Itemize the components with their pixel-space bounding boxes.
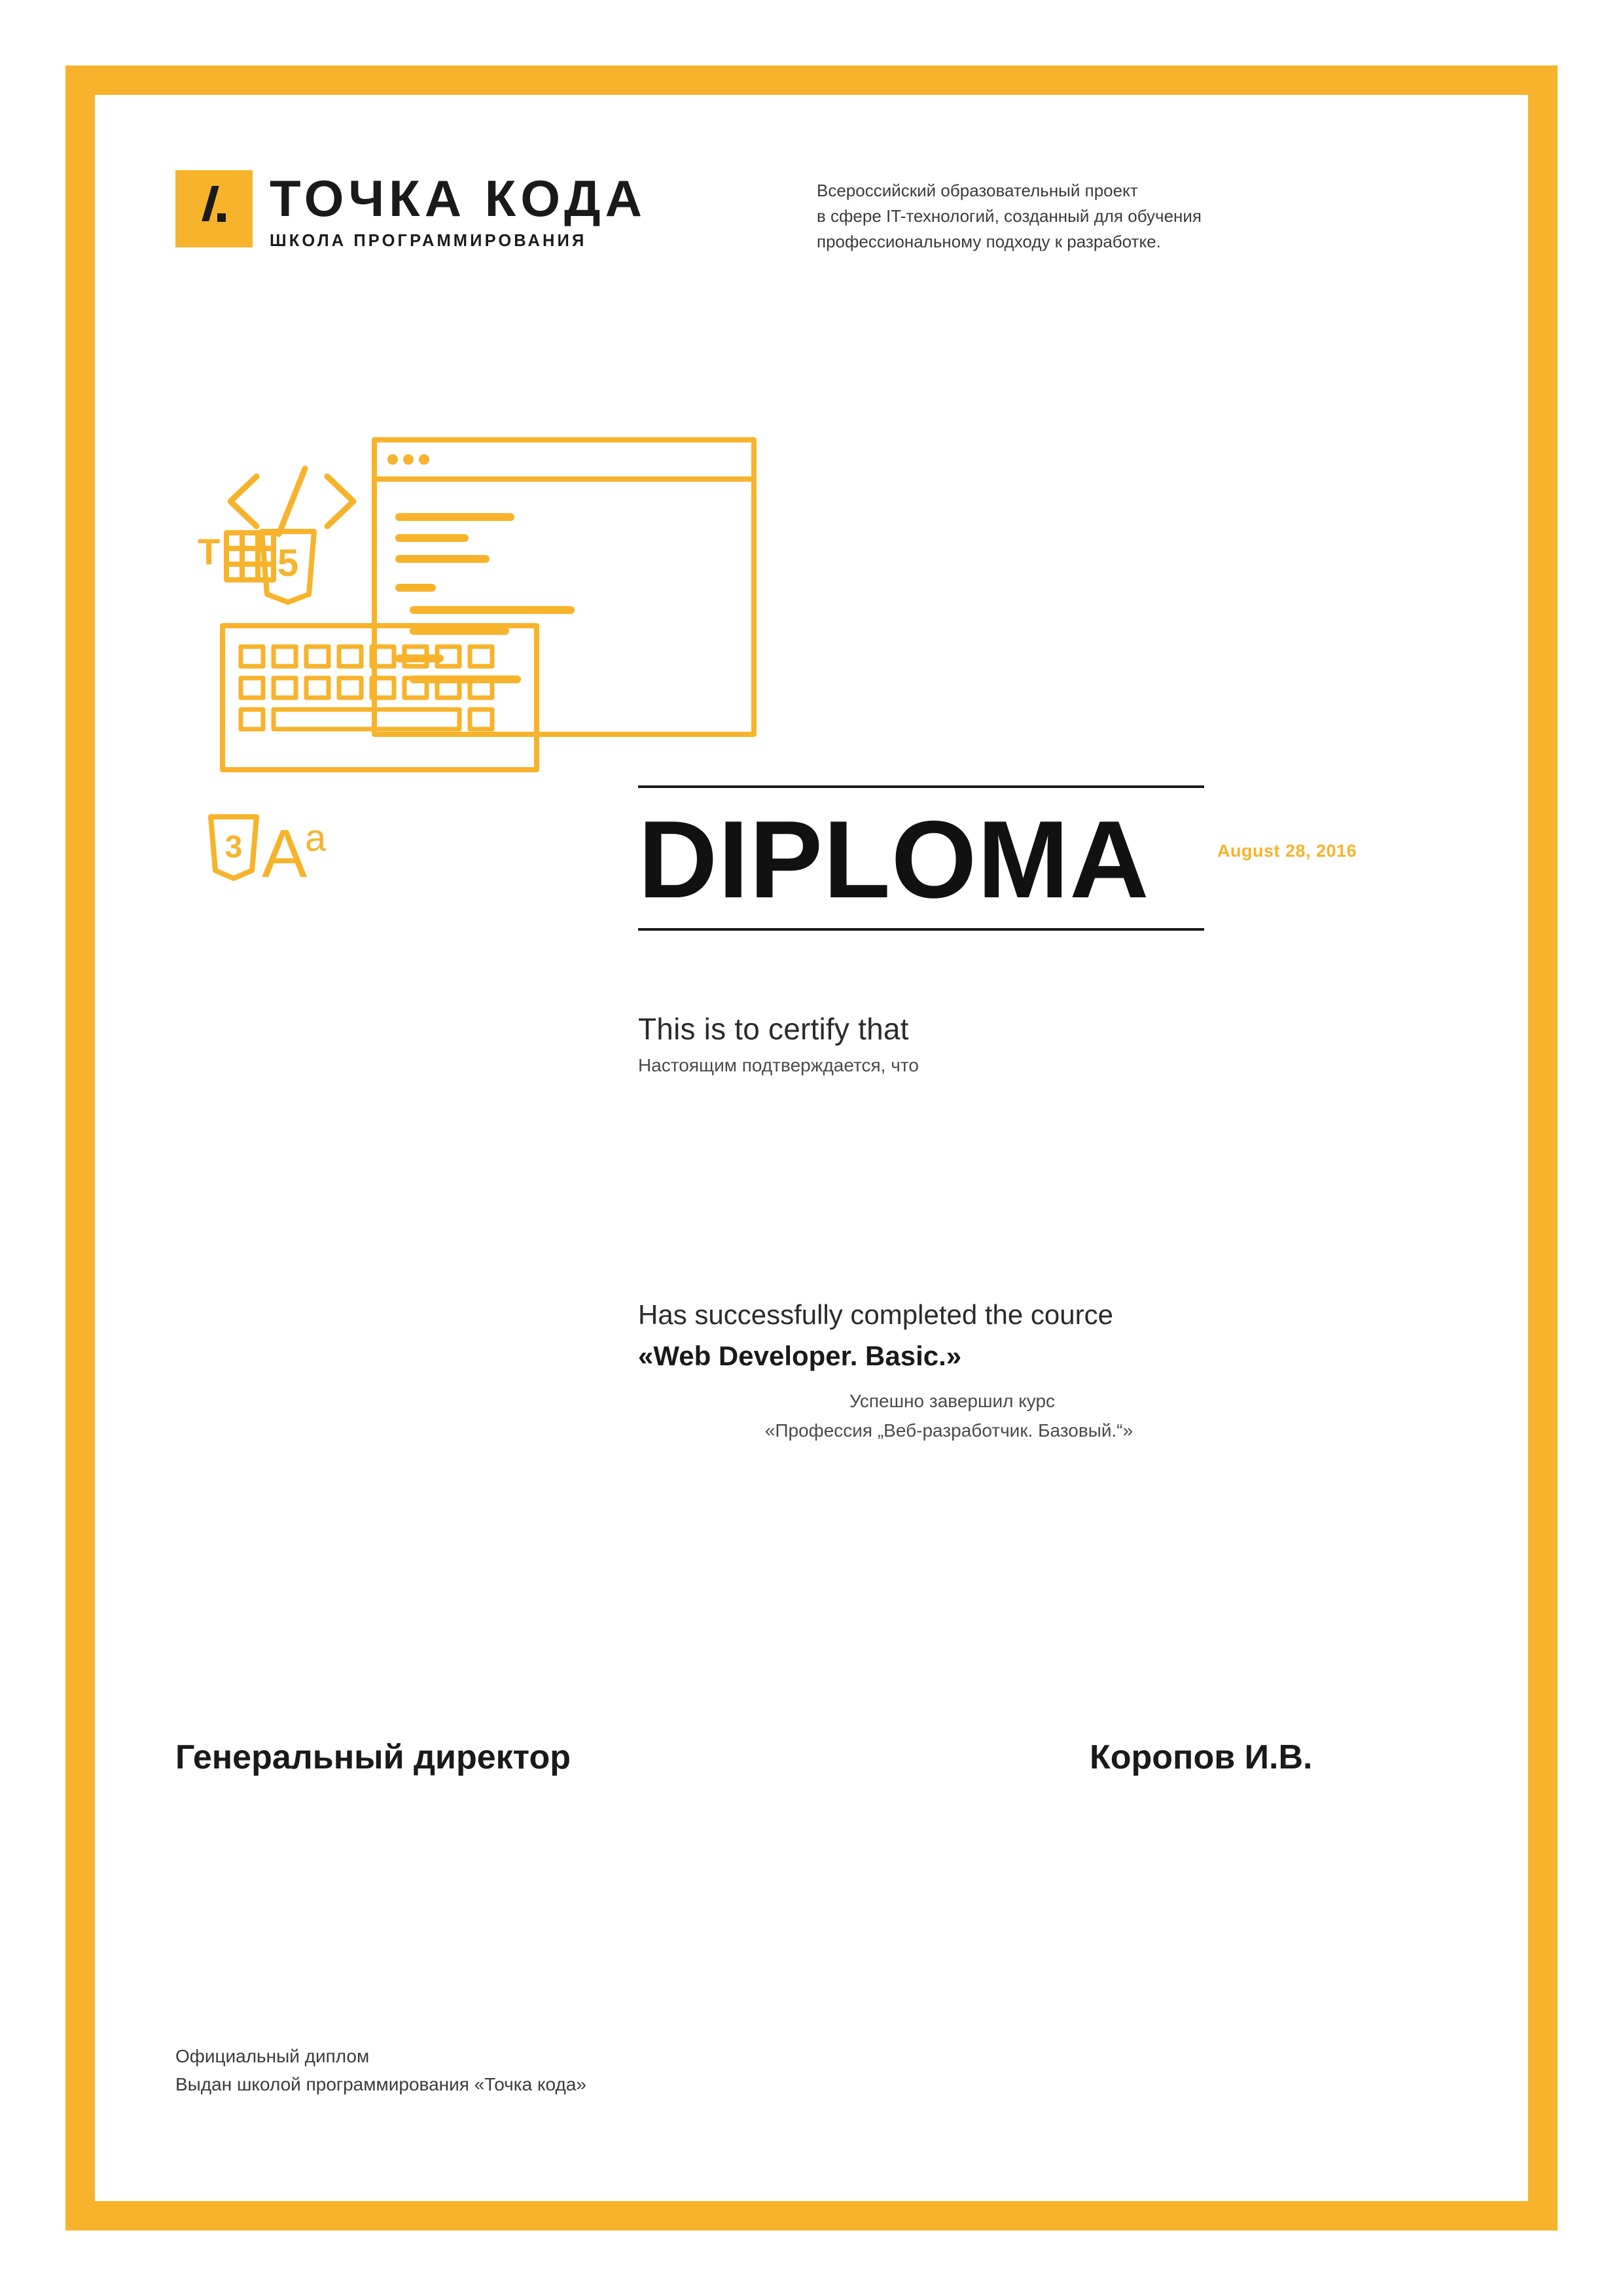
slash-dot-logo-icon [175,170,253,247]
brand-text [270,169,647,251]
svg-text:3: 3 [224,830,243,865]
page-title: DIPLOMA [638,798,1150,921]
illustration [183,419,890,1047]
diploma-title-block [638,785,1234,931]
footer-line-2: Выдан школой программирования «Точка кода» [175,2074,586,2095]
brand-subtitle: ШКОЛА ПРОГРАММИРОВАНИЯ [270,232,587,250]
signature-name: Коропов И.В. [1090,1738,1313,1776]
course-name-ru: «Профессия „Веб-разработчик. Базовый.“» [764,1420,1133,1441]
header-description-line-3: профессиональному подходу к разработке. [817,232,1161,251]
course-name-en: «Web Developer. Basic.» [638,1340,962,1371]
brand [175,169,647,251]
svg-text:5: 5 [277,542,299,584]
issue-date: August 28, 2016 [1217,841,1357,861]
certify-text-ru: Настоящим подтверждается, что [638,1055,919,1075]
title-rule-top [638,785,1204,788]
header-description-line-2: в сфере IT-технологий, созданный для обучения [817,206,1202,226]
svg-text:A: A [262,816,308,892]
svg-text:a: a [305,817,327,859]
completed-text-ru: Успешно завершил курс [849,1391,1056,1411]
certify-text-en: This is to certify that [638,1012,909,1046]
title-rule-bottom [638,928,1204,931]
header-description-line-1: Всероссийский образовательный проект [817,181,1138,200]
signature-role: Генеральный директор [175,1738,571,1776]
header-description [817,169,1419,255]
footer [175,2042,586,2099]
header [175,169,1419,255]
brand-title: ТОЧКА КОДА [270,170,647,227]
completed-text-en: Has successfully completed the cource [638,1299,1113,1330]
svg-text:T: T [198,531,221,572]
footer-line-1: Официальный диплом [175,2046,370,2066]
